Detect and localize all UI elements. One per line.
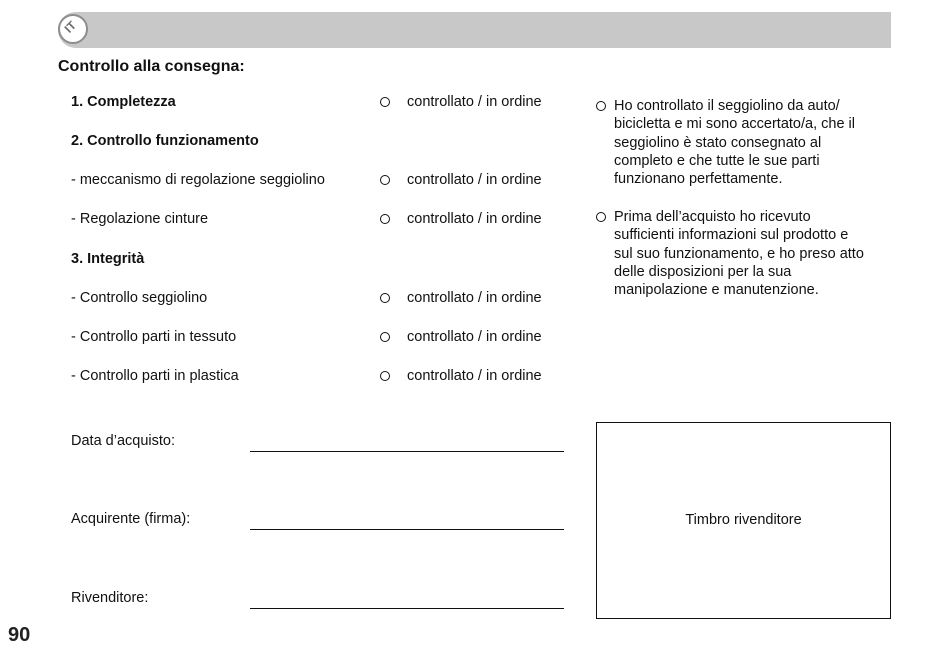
checklist-status: controllato / in ordine <box>407 94 542 110</box>
checkbox-circle[interactable] <box>596 101 606 111</box>
dealer-label: Rivenditore: <box>71 590 149 606</box>
checklist-label: - meccanismo di regolazione seggiolino <box>71 172 325 188</box>
purchase-date-label: Data d’acquisto: <box>71 433 175 449</box>
statement-line: bicicletta e mi sono accertato/a, che il <box>614 116 855 133</box>
checklist-row <box>71 368 571 388</box>
checklist-label: 3. Integrità <box>71 251 145 267</box>
checkbox-circle[interactable] <box>380 371 390 381</box>
checklist-row <box>71 290 571 310</box>
checkbox-circle[interactable] <box>380 175 390 185</box>
checklist-label: - Regolazione cinture <box>71 211 209 227</box>
checklist-label: - Controllo parti in tessuto <box>71 329 237 345</box>
statement-line: Prima dell’acquisto ho ricevuto <box>614 209 811 225</box>
statement-line: manipolazione e manutenzione. <box>614 282 819 299</box>
checklist-status: controllato / in ordine <box>407 172 542 188</box>
statement-information-received <box>596 208 896 299</box>
buyer-signature-label: Acquirente (firma): <box>71 511 191 527</box>
checkbox-circle[interactable] <box>596 212 606 222</box>
checklist-row <box>71 211 571 231</box>
statement-line: funzionano perfettamente. <box>614 171 783 188</box>
statement-line: sul suo funzionamento, e ho preso atto <box>614 245 864 262</box>
statement-line: completo e che tutte le sue parti <box>614 152 820 169</box>
language-code: IT <box>61 18 80 36</box>
dealer-line[interactable] <box>250 608 564 609</box>
checklist-label: - Controllo seggiolino <box>71 290 208 306</box>
statement-line: delle disposizioni per la sua <box>614 263 792 280</box>
page-number: 90 <box>8 624 31 646</box>
buyer-signature-field <box>71 511 564 541</box>
checklist-label: 2. Controllo funzionamento <box>71 133 259 149</box>
checkbox-circle[interactable] <box>380 97 390 107</box>
checklist-label: 1. Completezza <box>71 94 176 110</box>
statement-line: sufficienti informazioni sul prodotto e <box>614 227 849 244</box>
checklist-status: controllato / in ordine <box>407 290 542 306</box>
checkbox-circle[interactable] <box>380 214 390 224</box>
checklist-row <box>71 94 571 114</box>
checklist-status: controllato / in ordine <box>407 368 542 384</box>
checklist-row <box>71 133 571 153</box>
section-title: Controllo alla consegna: <box>58 58 245 75</box>
checklist-row <box>71 251 571 271</box>
statement-delivery-check <box>596 97 896 188</box>
checklist-status: controllato / in ordine <box>407 211 542 227</box>
dealer-field <box>71 590 564 620</box>
statement-line: Ho controllato il seggiolino da auto/ <box>614 98 840 114</box>
checklist-status: controllato / in ordine <box>407 329 542 345</box>
language-badge <box>58 14 88 44</box>
language-header-bar <box>58 12 891 48</box>
checklist-row <box>71 172 571 192</box>
purchase-date-line[interactable] <box>250 451 564 452</box>
dealer-stamp-label: Timbro rivenditore <box>685 512 802 528</box>
buyer-signature-line[interactable] <box>250 529 564 530</box>
purchase-date-field <box>71 433 564 463</box>
checkbox-circle[interactable] <box>380 332 390 342</box>
statement-line: seggiolino è stato consegnato al <box>614 134 822 151</box>
checklist-label: - Controllo parti in plastica <box>71 368 239 384</box>
checkbox-circle[interactable] <box>380 293 390 303</box>
checklist-row <box>71 329 571 349</box>
dealer-stamp-box <box>596 422 891 619</box>
